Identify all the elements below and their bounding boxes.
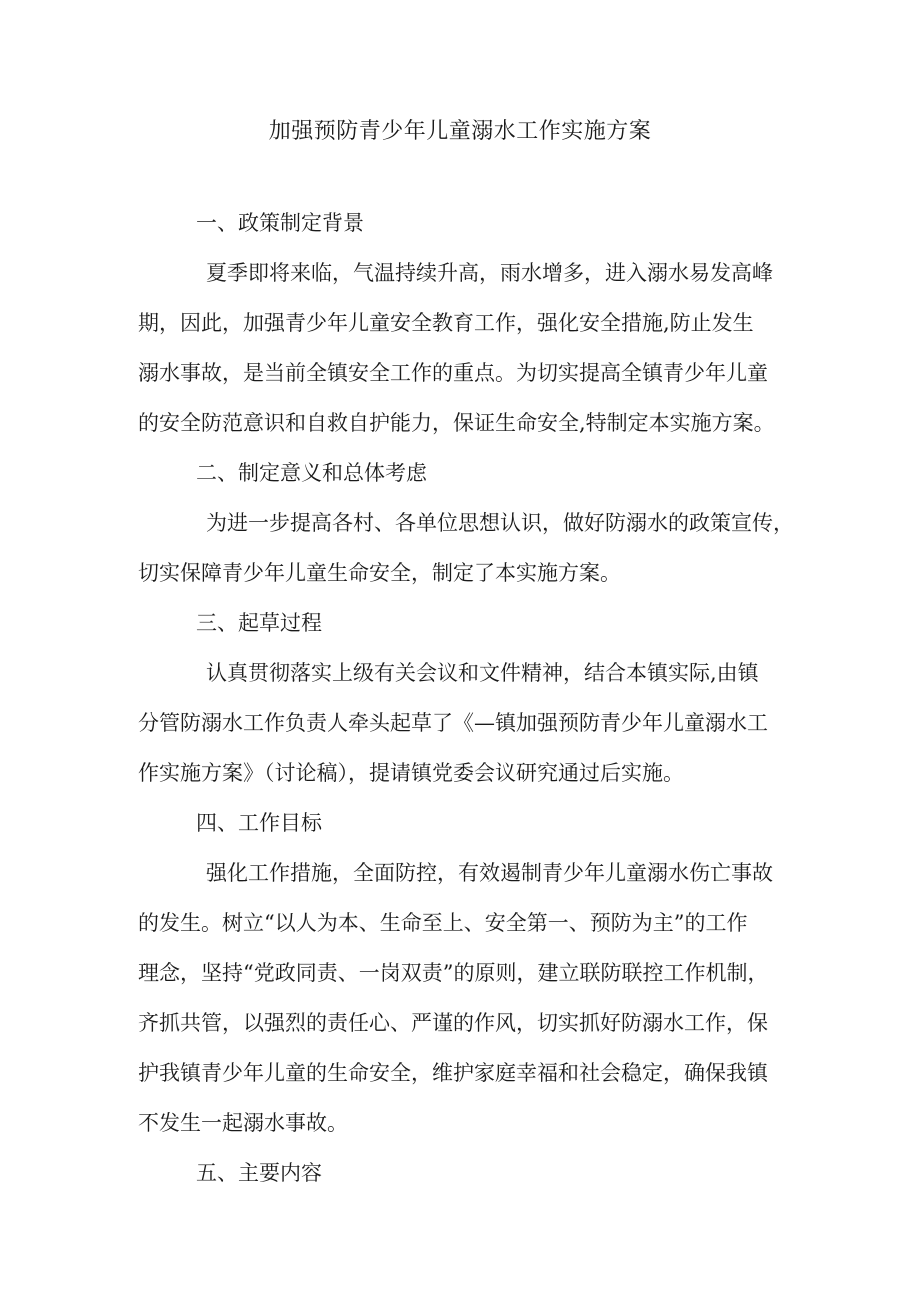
section-heading-main-content: 五、主要内容 <box>196 1161 322 1185</box>
paragraph-line: 不发生一起溺水事故。 <box>138 1111 348 1135</box>
paragraph-line: 强化工作措施，全面防控，有效遏制青少年儿童溺水伤亡事故 <box>206 861 773 885</box>
section-heading-background: 一、政策制定背景 <box>196 211 364 235</box>
section-heading-goals: 四、工作目标 <box>196 811 322 835</box>
paragraph-line: 溺水事故，是当前全镇安全工作的重点。为切实提高全镇青少年儿童 <box>138 361 768 385</box>
paragraph-line: 理念，坚持“党政同责、一岗双责”的原则，建立联防联控工作机制， <box>138 961 769 985</box>
document-body <box>138 205 798 1205</box>
section-paragraph-significance <box>138 505 798 592</box>
paragraph-line: 的发生。树立“以人为本、生命至上、安全第一、预防为主”的工作 <box>138 911 748 935</box>
section-paragraph-goals <box>138 855 798 1142</box>
document-title: 加强预防青少年儿童溺水工作实施方案 <box>268 119 652 144</box>
paragraph-line: 的安全防范意识和自救自护能力，保证生命安全,特制定本实施方案。 <box>138 411 775 435</box>
paragraph-line: 夏季即将来临，气温持续升高，雨水增多，进入溺水易发高峰 <box>206 261 773 285</box>
paragraph-line: 齐抓共管，以强烈的责任心、严谨的作风，切实抓好防溺水工作，保 <box>138 1011 768 1035</box>
paragraph-line: 为进一步提高各村、各单位思想认识，做好防溺水的政策宣传， <box>206 511 794 535</box>
paragraph-line: 切实保障青少年儿童生命安全，制定了本实施方案。 <box>138 561 621 585</box>
paragraph-line: 护我镇青少年儿童的生命安全，维护家庭幸福和社会稳定，确保我镇 <box>138 1061 768 1085</box>
section-heading-significance: 二、制定意义和总体考虑 <box>196 461 427 485</box>
section-heading-drafting: 三、起草过程 <box>196 611 322 635</box>
section-paragraph-drafting <box>138 655 798 792</box>
paragraph-line: 作实施方案》（讨论稿），提请镇党委会议研究通过后实施。 <box>138 761 684 785</box>
section-paragraph-background <box>138 255 798 442</box>
paragraph-line: 期，因此，加强青少年儿童安全教育工作，强化安全措施,防止发生 <box>138 311 754 335</box>
paragraph-line: 分管防溺水工作负责人牵头起草了《—镇加强预防青少年儿童溺水工 <box>138 711 768 735</box>
paragraph-line: 认真贯彻落实上级有关会议和文件精神，结合本镇实际,由镇 <box>206 661 759 685</box>
